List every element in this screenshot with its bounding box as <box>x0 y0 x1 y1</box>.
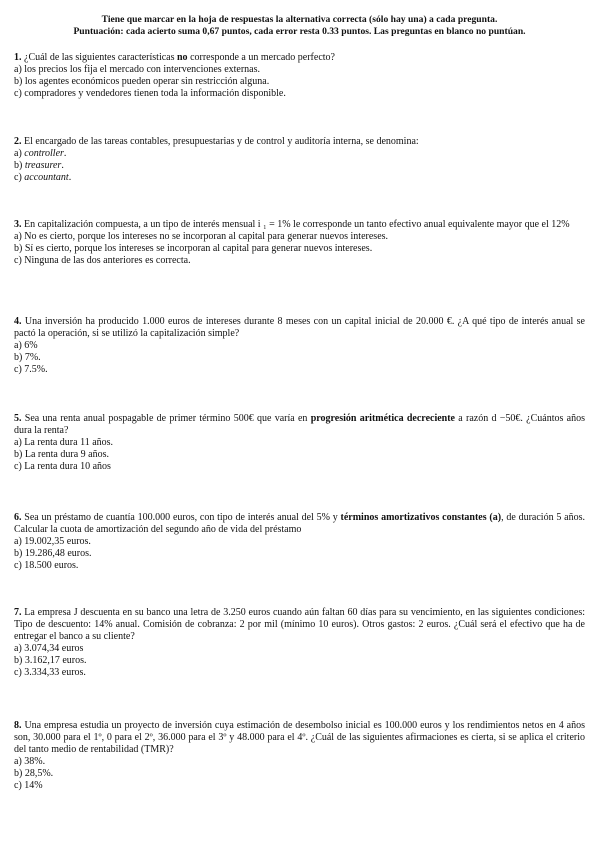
question-stem <box>14 413 585 437</box>
answer-option-a: a) La renta dura 11 años. <box>14 437 114 448</box>
question-stem <box>14 316 585 340</box>
answer-option-b: b) 3.162,17 euros. <box>14 655 87 666</box>
answer-option-b: b) 19.286,48 euros. <box>14 548 92 559</box>
question-6 <box>14 512 585 572</box>
answer-option-a: a) No es cierto, porque los intereses no se incorporan al capital para generar nuevos intereses. <box>14 231 389 242</box>
option-text: controller <box>24 148 64 159</box>
stem-emphasis: términos amortizativos constantes (a) <box>340 512 502 523</box>
exam-instructions <box>14 14 585 38</box>
question-number: 3. <box>14 219 22 230</box>
option-label: c) <box>14 172 25 183</box>
stem-emphasis: no <box>177 52 188 63</box>
question-7 <box>14 607 585 679</box>
stem-text: ¿Cuál de las siguientes características <box>24 52 177 63</box>
stem-text: a razón d −50€. ¿Cuántos años dura la renta? <box>14 413 586 436</box>
answer-option-c <box>14 172 585 184</box>
question-number: 1. <box>14 52 22 63</box>
stem-text: La empresa J descuenta en su banco una letra de 3.250 euros cuando aún faltan 60 días para su vencimiento, en las siguientes condiciones: Tipo de descuento: 14% anual. Comisión de cobranza: 2 por mil (mínimo 10 euros). Otros gastos: 2 euros. ¿Cuál será el efectivo que ha de entregar el banco a su cliente? <box>14 607 586 642</box>
answer-option-c: c) Ninguna de las dos anteriores es correcta. <box>14 255 191 266</box>
question-4 <box>14 316 585 376</box>
stem-text: , de duración 5 años. Calcular la cuota de amortización del segundo año de vida del préstamo <box>14 512 585 535</box>
question-number: 2. <box>14 136 22 147</box>
stem-text: En capitalización compuesta, a un tipo de interés mensual i ₁ = 1% le corresponde un tanto efectivo anual equivalente mayor que el 12% <box>24 219 570 230</box>
answer-option-b: b) La renta dura 9 años. <box>14 449 109 460</box>
option-label: b) <box>14 160 25 171</box>
answer-option-a: a) 6% <box>14 340 38 351</box>
option-suffix: . <box>61 160 64 171</box>
answer-option-c: c) 7.5%. <box>14 364 48 375</box>
question-stem <box>14 136 585 148</box>
stem-text: Una inversión ha producido 1.000 euros de intereses durante 8 meses con un capital inicial de 20.000 €. ¿A qué tipo de interés anual se pactó la operación, si se utilizó la capitalización simple? <box>14 316 585 339</box>
question-number: 8. <box>14 720 22 731</box>
question-number: 6. <box>14 512 22 523</box>
question-5 <box>14 413 585 473</box>
question-stem <box>14 720 585 756</box>
answer-option-a: a) 38%. <box>14 756 46 767</box>
answer-option-b: b) 28,5%. <box>14 768 54 779</box>
answer-option-a: a) los precios los fija el mercado con intervenciones externas. <box>14 64 261 75</box>
question-number: 7. <box>14 607 22 618</box>
question-stem <box>14 219 585 231</box>
question-number: 5. <box>14 413 22 424</box>
scoring-line: Puntuación: cada acierto suma 0,67 puntos, cada error resta 0.33 puntos. Las preguntas en blanco no puntúan. <box>73 26 526 37</box>
question-number: 4. <box>14 316 22 327</box>
answer-option-a: a) 3.074,34 euros <box>14 643 84 654</box>
answer-option-a <box>14 148 585 160</box>
option-suffix: . <box>68 172 72 183</box>
answer-option-b: b) los agentes económicos pueden operar sin restricción alguna. <box>14 76 270 87</box>
question-3 <box>14 219 585 267</box>
stem-text: El encargado de las tareas contables, presupuestarias y de control y auditoría interna, se denomina: <box>24 136 419 147</box>
stem-text: Sea un préstamo de cuantía 100.000 euros, con tipo de interés anual del 5% y <box>24 512 341 523</box>
answer-option-c: c) compradores y vendedores tienen toda la información disponible. <box>14 88 286 99</box>
question-stem <box>14 512 585 536</box>
stem-text: Una empresa estudia un proyecto de inversión cuya estimación de desembolso inicial es 100.000 euros y los rendimientos netos en 4 años son, 30.000 para el 1º, 0 para el 2º, 36.000 para el 3º y 48.000 para el 4º. ¿Cuál de las siguientes afirmaciones es cierta, si se aplica el criterio del tanto medio de rentabilidad (TMR)? <box>14 720 585 755</box>
answer-option-b <box>14 160 585 172</box>
question-8 <box>14 720 585 792</box>
answer-option-c: c) 3.334,33 euros. <box>14 667 86 678</box>
instructions-line: Tiene que marcar en la hoja de respuestas la alternativa correcta (sólo hay una) a cada pregunta. <box>101 14 498 25</box>
option-label: a) <box>14 148 25 159</box>
answer-option-c: c) 14% <box>14 780 43 791</box>
stem-text: Sea una renta anual pospagable de primer término 500€ que varía en <box>24 413 311 424</box>
question-stem <box>14 52 585 64</box>
answer-option-a: a) 19.002,35 euros. <box>14 536 91 547</box>
answer-option-b: b) Sí es cierto, porque los intereses se incorporan al capital para generar nuevos intereses. <box>14 243 373 254</box>
stem-emphasis: progresión aritmética decreciente <box>310 413 455 424</box>
option-suffix: . <box>63 148 67 159</box>
answer-option-c: c) La renta dura 10 años <box>14 461 111 472</box>
option-text: treasurer <box>24 160 62 171</box>
answer-option-c: c) 18.500 euros. <box>14 560 79 571</box>
question-stem <box>14 607 585 643</box>
stem-text: corresponde a un mercado perfecto? <box>187 52 335 63</box>
question-2 <box>14 136 585 184</box>
answer-option-b: b) 7%. <box>14 352 41 363</box>
question-1 <box>14 52 585 100</box>
option-text: accountant <box>24 172 69 183</box>
